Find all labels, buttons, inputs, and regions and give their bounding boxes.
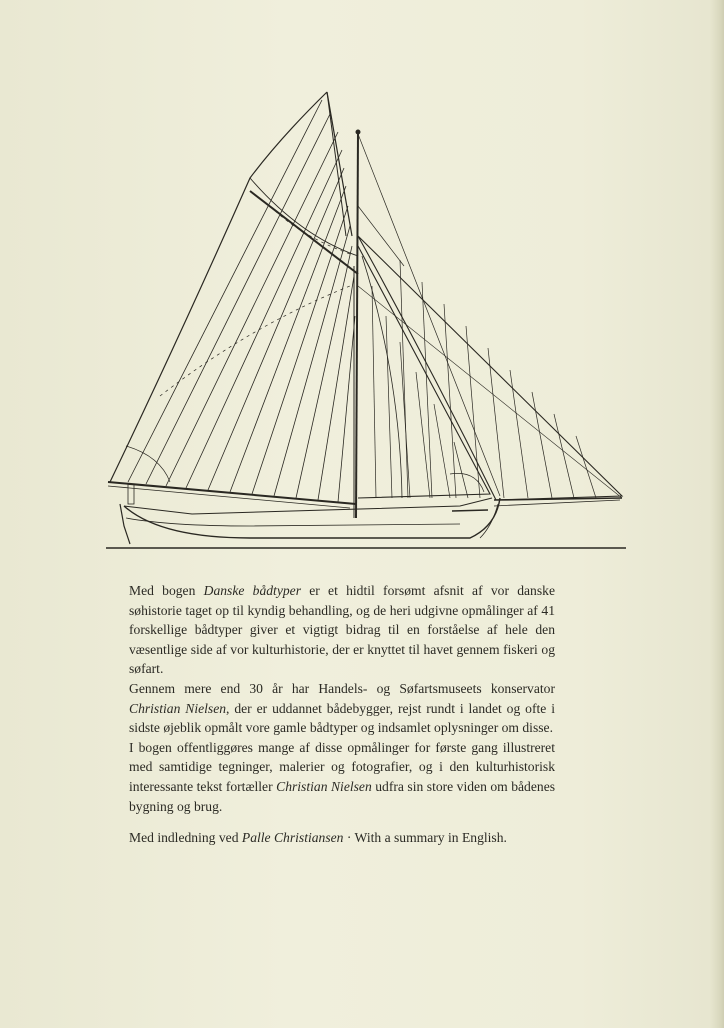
cover-description [129, 581, 555, 848]
paragraph-3 [129, 738, 555, 816]
p4-introducer-name: Palle Christiansen [241, 830, 344, 846]
p3-text-2: udfra sin store viden om bådenes bygning og brug. [129, 778, 556, 814]
page-edge-shadow [710, 0, 724, 1028]
paragraph-2 [129, 679, 555, 738]
p4-text-1: Med indledning ved [129, 830, 242, 846]
p1-text-1: Med bogen [129, 583, 204, 598]
p2-author-name: Christian Nielsen [129, 700, 227, 716]
p3-author-name: Christian Nielsen [276, 778, 372, 794]
p4-text-2: · With a summary in English. [343, 830, 507, 846]
sailboat-illustration [100, 86, 630, 556]
p1-text-2: er et hidtil forsømt afsnit af vor danske søhistorie taget op til kyndig behandling, og de heri udgivne opmålinger af 41 forskellige bådtyper giver et vigtigt bidrag til en forståelse af hele den væsentlige side af vor kulturhistorie, der er knyttet til havet gennem fiskeri og søfart. [129, 583, 555, 677]
p2-text-2: , der er uddannet bådebygger, rejst rundt i landet og ofte i sidste øjeblik opmålt vore gamle bådtyper og indsamlet oplysninger om disse. [129, 700, 555, 736]
paragraph-4 [129, 828, 555, 848]
p1-book-title: Danske bådtyper [203, 583, 301, 598]
paragraph-1 [129, 581, 555, 679]
p3-text-1: I bogen offentliggøres mange af disse opmålinger for første gang illustreret med samtidige tegninger, malerier og fotografier, og i den kulturhistorisk interessante tekst fortæller [129, 739, 555, 794]
p2-text-1: Gennem mere end 30 år har Handels- og Søfartsmuseets konservator [129, 680, 555, 696]
